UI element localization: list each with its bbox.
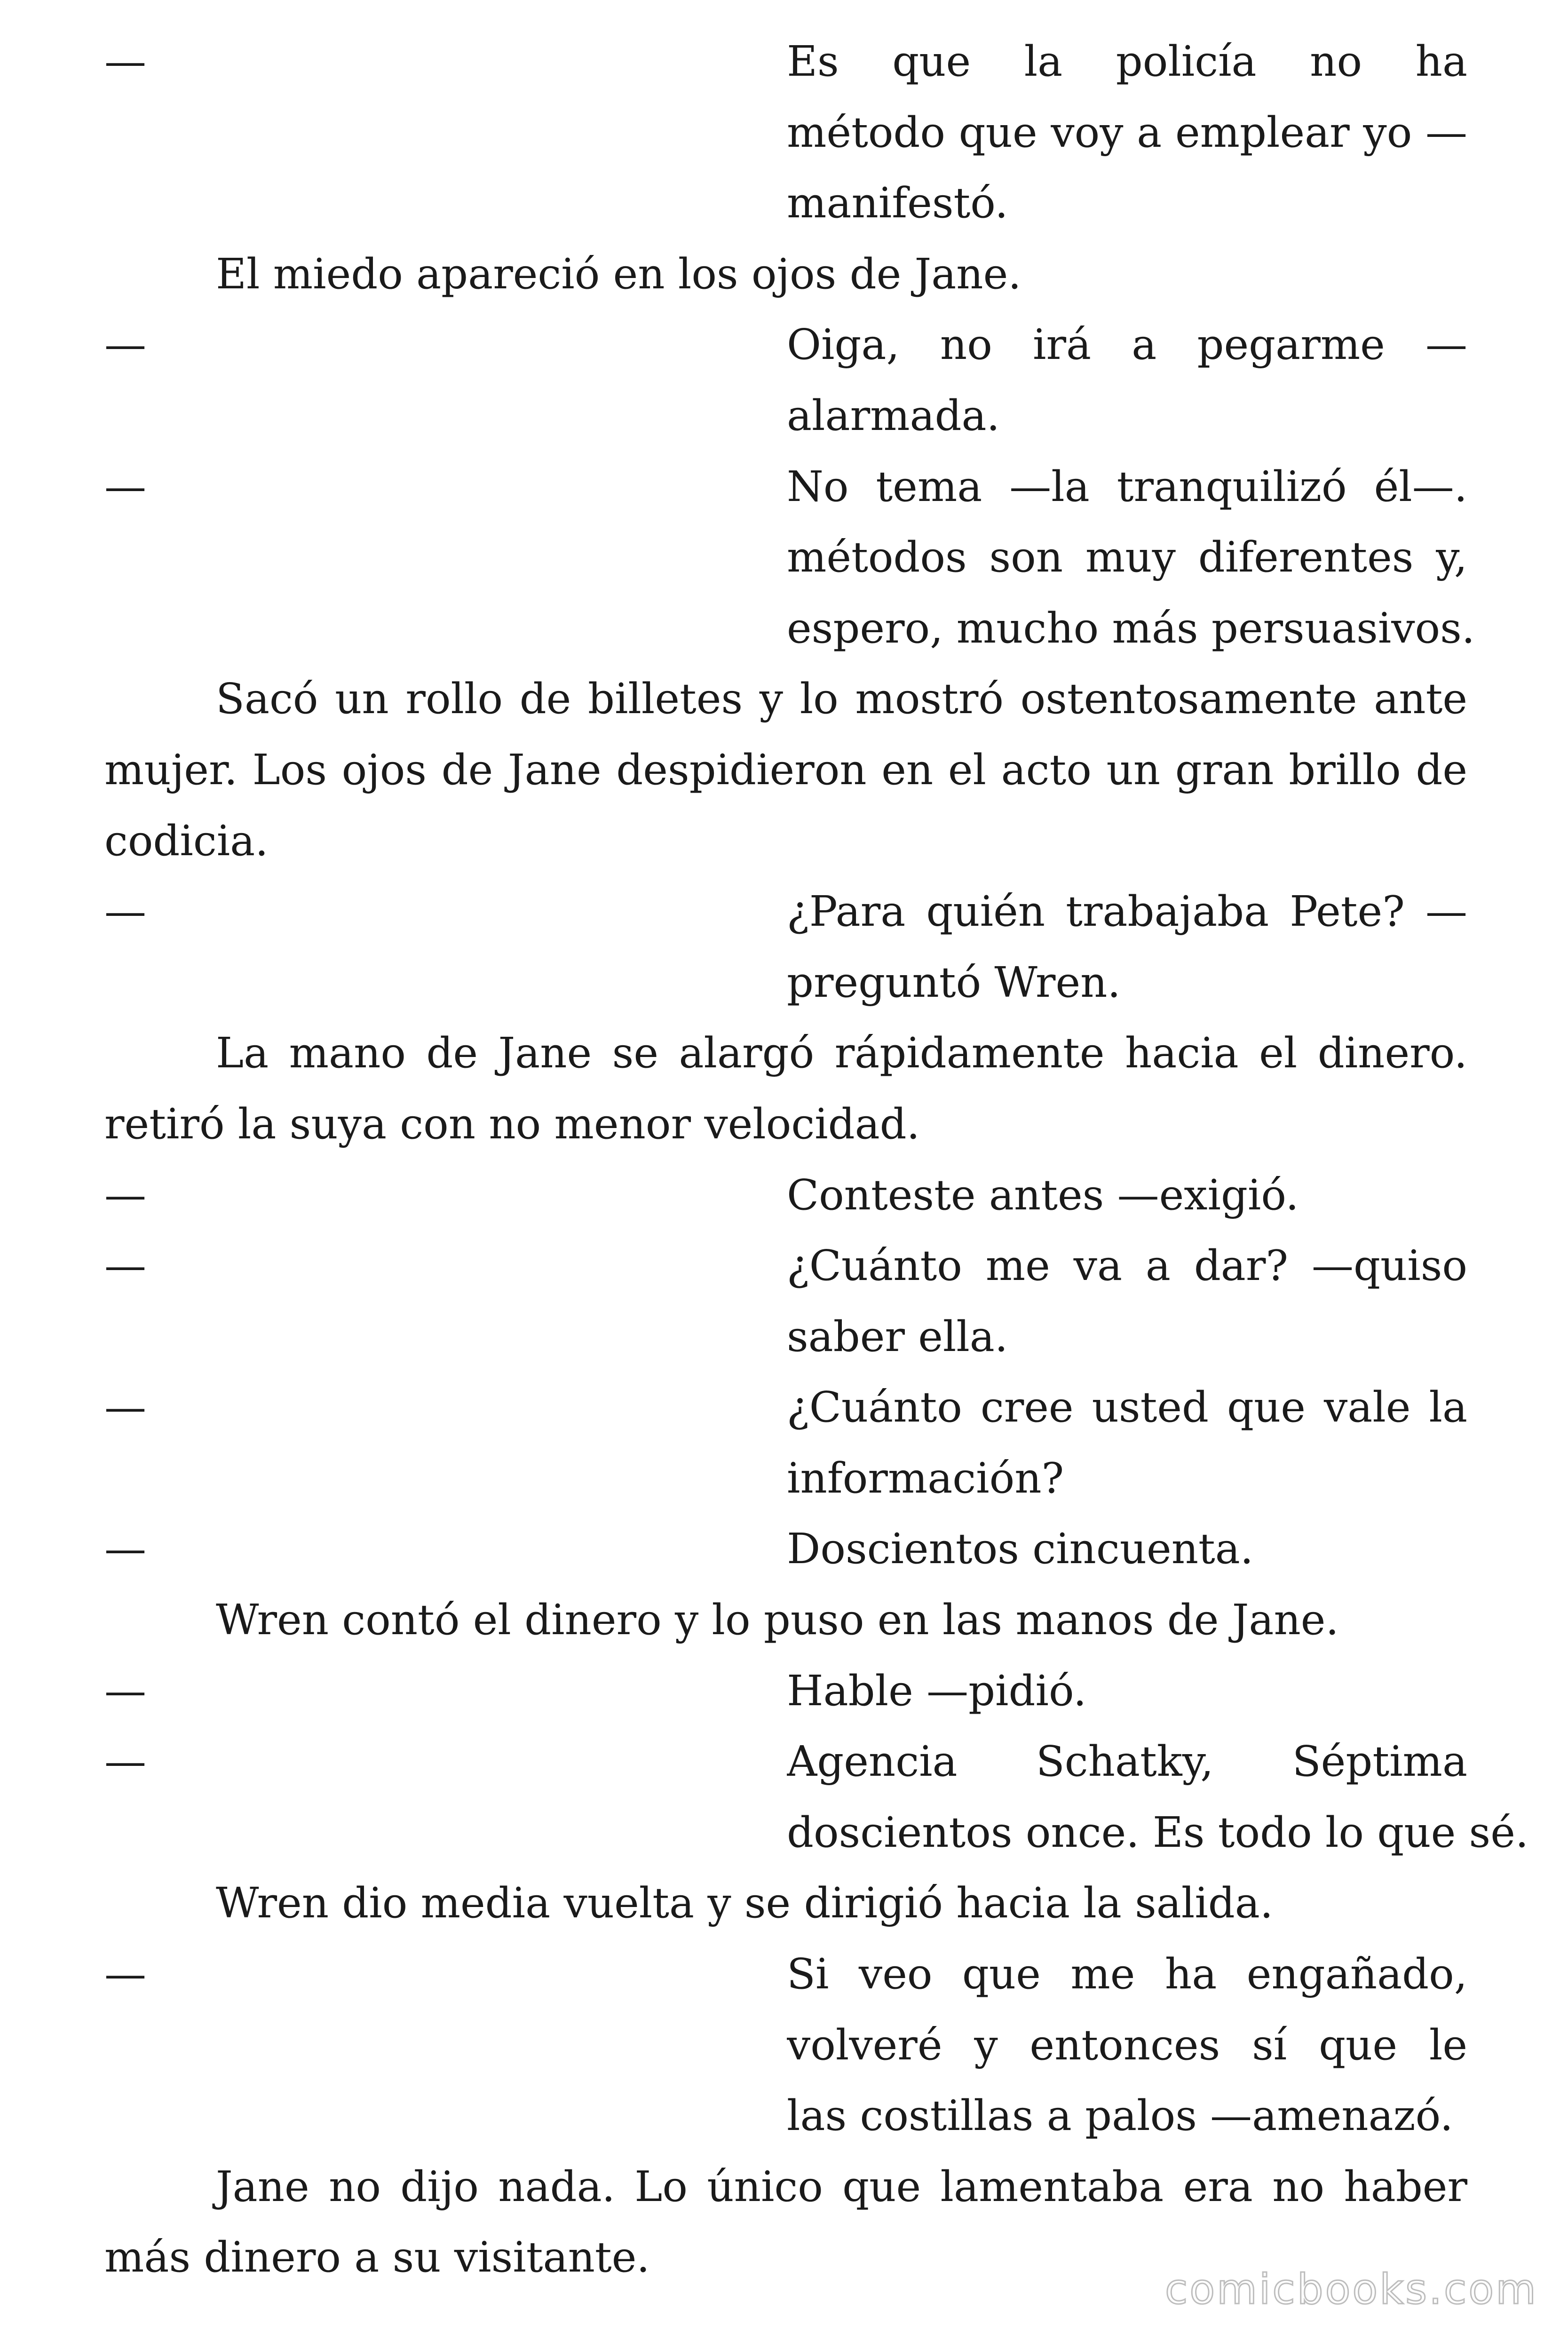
dialogue-text xyxy=(787,451,1475,664)
dialogue-text xyxy=(787,1372,1467,1513)
text-line: Doscientos cincuenta. xyxy=(787,1524,1254,1573)
text-line: alarmada. xyxy=(787,390,1000,440)
dialogue-text xyxy=(787,1160,1467,1231)
dialogue-dash: — xyxy=(104,1170,146,1219)
text-line: preguntó Wren. xyxy=(787,957,1121,1007)
dialogue-paragraph xyxy=(104,1939,1467,2151)
narration-paragraph xyxy=(104,1017,1467,1159)
text-line: Sacó un rollo de billetes y lo mostró ostentosamente ante xyxy=(216,674,1467,723)
dialogue-dash: — xyxy=(104,887,146,936)
dialogue-dash: — xyxy=(104,1949,146,1999)
text-line: mujer. Los ojos de Jane despidieron en el acto un gran brillo de xyxy=(104,745,1467,794)
text-line: método que voy a emplear yo — xyxy=(787,107,1467,157)
text-line: espero, mucho más persuasivos. xyxy=(787,603,1475,652)
text-line: Oiga, no irá a pegarme — xyxy=(787,320,1467,369)
dialogue-paragraph xyxy=(104,1372,1467,1513)
text-line: Jane no dijo nada. Lo único que lamentaba era no haber xyxy=(216,2161,1467,2211)
dialogue-paragraph xyxy=(104,876,1467,1017)
dialogue-text xyxy=(787,309,1467,451)
dialogue-paragraph xyxy=(104,309,1467,451)
dialogue-dash: — xyxy=(104,1666,146,1715)
text-line: Conteste antes —exigió. xyxy=(787,1170,1299,1219)
text-line: las costillas a palos —amenazó. xyxy=(787,2091,1453,2140)
dialogue-dash: — xyxy=(104,1524,146,1573)
text-line: ¿Para quién trabajaba Pete? — xyxy=(787,887,1467,936)
dialogue-dash: — xyxy=(104,1241,146,1290)
text-line: ¿Cuánto me va a dar? —quiso xyxy=(787,1241,1467,1290)
text-line: doscientos once. Es todo lo que sé. xyxy=(787,1807,1529,1857)
text-line: información? xyxy=(787,1453,1064,1502)
narration-paragraph xyxy=(104,1584,1467,1655)
watermark-logo: comicbooks.com xyxy=(1164,2265,1538,2313)
text-line: El miedo apareció en los ojos de Jane. xyxy=(216,249,1022,298)
dialogue-dash: — xyxy=(104,320,146,369)
text-line: métodos son muy diferentes y, xyxy=(787,532,1467,582)
dialogue-paragraph xyxy=(104,1230,1467,1372)
text-line: más dinero a su visitante. xyxy=(104,2233,650,2282)
narration-paragraph xyxy=(104,238,1467,310)
text-line: retiró la suya con no menor velocidad. xyxy=(104,1099,920,1148)
dialogue-dash: — xyxy=(104,461,146,511)
dialogue-paragraph xyxy=(104,1160,1467,1231)
narration-paragraph xyxy=(104,1867,1467,1939)
text-line: manifestó. xyxy=(787,178,1008,228)
text-line: Wren dio media vuelta y se dirigió hacia la salida. xyxy=(216,1878,1274,1928)
dialogue-paragraph xyxy=(104,1655,1467,1726)
text-line: volveré y entonces sí que le xyxy=(787,2020,1467,2069)
dialogue-paragraph xyxy=(104,1513,1467,1584)
dialogue-dash: — xyxy=(104,1737,146,1786)
dialogue-text xyxy=(787,26,1467,238)
text-line: Si veo que me ha engañado, xyxy=(787,1949,1467,1999)
text-line: saber ella. xyxy=(787,1311,1008,1361)
dialogue-text xyxy=(787,1513,1467,1584)
dialogue-dash: — xyxy=(104,37,146,86)
dialogue-paragraph xyxy=(104,26,1467,238)
text-line: No tema —la tranquilizó él—. xyxy=(787,461,1467,511)
text-line: ¿Cuánto cree usted que vale la xyxy=(787,1383,1467,1432)
text-line: codicia. xyxy=(104,816,269,865)
text-line: Es que la policía no ha xyxy=(787,37,1467,86)
text-line: Hable —pidió. xyxy=(787,1666,1087,1715)
dialogue-text xyxy=(787,1939,1467,2151)
dialogue-text xyxy=(787,1726,1529,1867)
text-line: Wren contó el dinero y lo puso en las manos de Jane. xyxy=(216,1595,1339,1645)
dialogue-paragraph xyxy=(104,1726,1529,1867)
text-line: Agencia Schatky, Séptima xyxy=(787,1737,1467,1786)
dialogue-dash: — xyxy=(104,1383,146,1432)
dialogue-text xyxy=(787,1655,1467,1726)
text-line: La mano de Jane se alargó rápidamente hacia el dinero. xyxy=(216,1028,1467,1078)
dialogue-text xyxy=(787,876,1467,1017)
narration-paragraph xyxy=(104,663,1467,876)
dialogue-paragraph xyxy=(104,451,1475,664)
dialogue-text xyxy=(787,1230,1467,1372)
